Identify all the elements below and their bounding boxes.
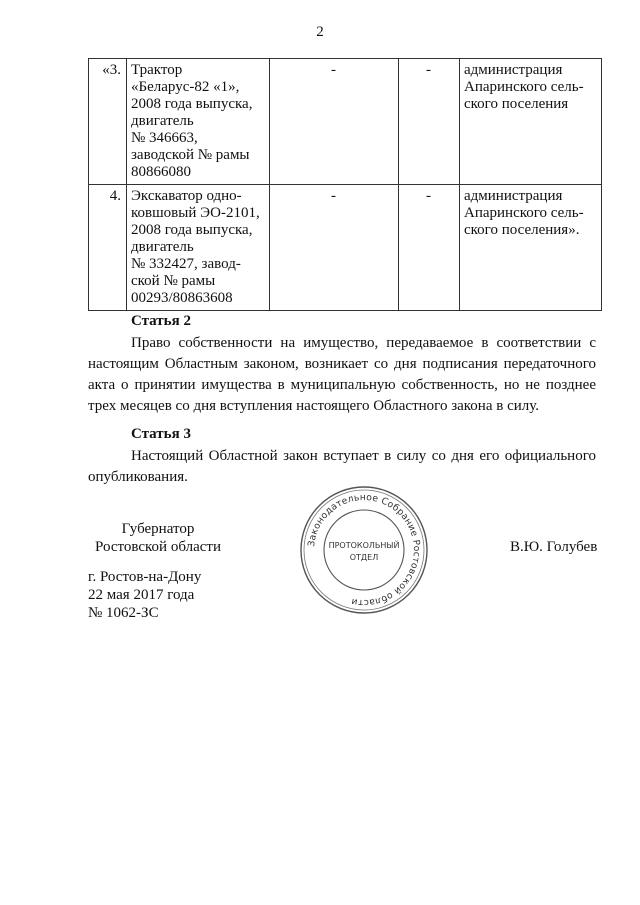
law-number: № 1062-ЗС [88,605,159,621]
issue-place: г. Ростов-на-Дону [88,569,202,585]
article-2-body: Право собственности на имущество, передаваемое в соответствии с настоящим Областным законом, возникает со дня подписания передаточного акта о принятии имущества в муниципальную собственность, но не позднее трех месяцев со дня вступления настоящего Областного закона в силу. [88,335,596,414]
article-2-text [88,333,596,417]
asset-description-cell [127,185,270,311]
page-number: 2 [316,24,324,40]
recipient-cell [460,59,602,185]
column-3-value: - [331,188,336,204]
asset-description-line: двигатель [131,113,194,129]
asset-description-line: 2008 года выпуска, [131,222,253,238]
recipient-line: Апаринского сель- [464,79,584,95]
article-3-text [88,446,596,488]
recipient-line: ского поселения». [464,222,580,238]
table-row [89,59,602,185]
asset-description-line: двигатель [131,239,194,255]
assets-table [88,58,602,311]
issue-date: 22 мая 2017 года [88,587,195,603]
article-2-title: Статья 2 [131,313,191,329]
signatory-position-line2: Ростовской области [95,539,221,555]
column-4-cell [399,185,460,311]
asset-description-line: Трактор [131,62,183,78]
asset-description-cell [127,59,270,185]
asset-description-line: ской № рамы [131,273,216,289]
column-3-cell [270,59,399,185]
signatory-position-line1: Губернатор [121,521,195,537]
row-number-cell [89,59,127,185]
article-3-title: Статья 3 [131,426,191,442]
column-4-value: - [426,62,431,78]
recipient-line: Апаринского сель- [464,205,584,221]
table-row [89,185,602,311]
stamp-ring-text: Законодательное Собрание Ростовской области [306,491,423,609]
row-number-cell [89,185,127,311]
asset-description-line: «Беларус-82 «1», [131,79,240,95]
signatory-position [88,520,228,556]
column-3-cell [270,185,399,311]
signatory-name: В.Ю. Голубев [510,539,598,555]
issue-details [88,568,201,622]
protocol-department-stamp [298,484,430,616]
stamp-center-line1: ПРОТОКОЛЬНЫЙ [328,541,400,550]
asset-description-line: 00293/80863608 [131,290,233,306]
asset-description-line: 2008 года выпуска, [131,96,253,112]
recipient-line: ского поселения [464,96,569,112]
asset-description-line: Экскаватор одно- [131,188,242,204]
recipient-cell [460,185,602,311]
assets-table-body [89,59,602,311]
asset-description-line: заводской № рамы [131,147,250,163]
stamp-center-line2: ОТДЕЛ [349,553,379,562]
asset-description-line: 80866080 [131,164,191,180]
column-4-value: - [426,188,431,204]
row-number: 4. [109,188,121,204]
asset-description-line: № 332427, завод- [131,256,241,272]
recipient-line: администрация [464,188,563,204]
article-3-body: Настоящий Областной закон вступает в силу со дня его официального опубликования. [88,448,596,485]
column-4-cell [399,59,460,185]
asset-description-line: № 346663, [131,130,198,146]
row-number: «3. [102,62,121,78]
asset-description-line: ковшовый ЭО-2101, [131,205,260,221]
column-3-value: - [331,62,336,78]
recipient-line: администрация [464,62,563,78]
